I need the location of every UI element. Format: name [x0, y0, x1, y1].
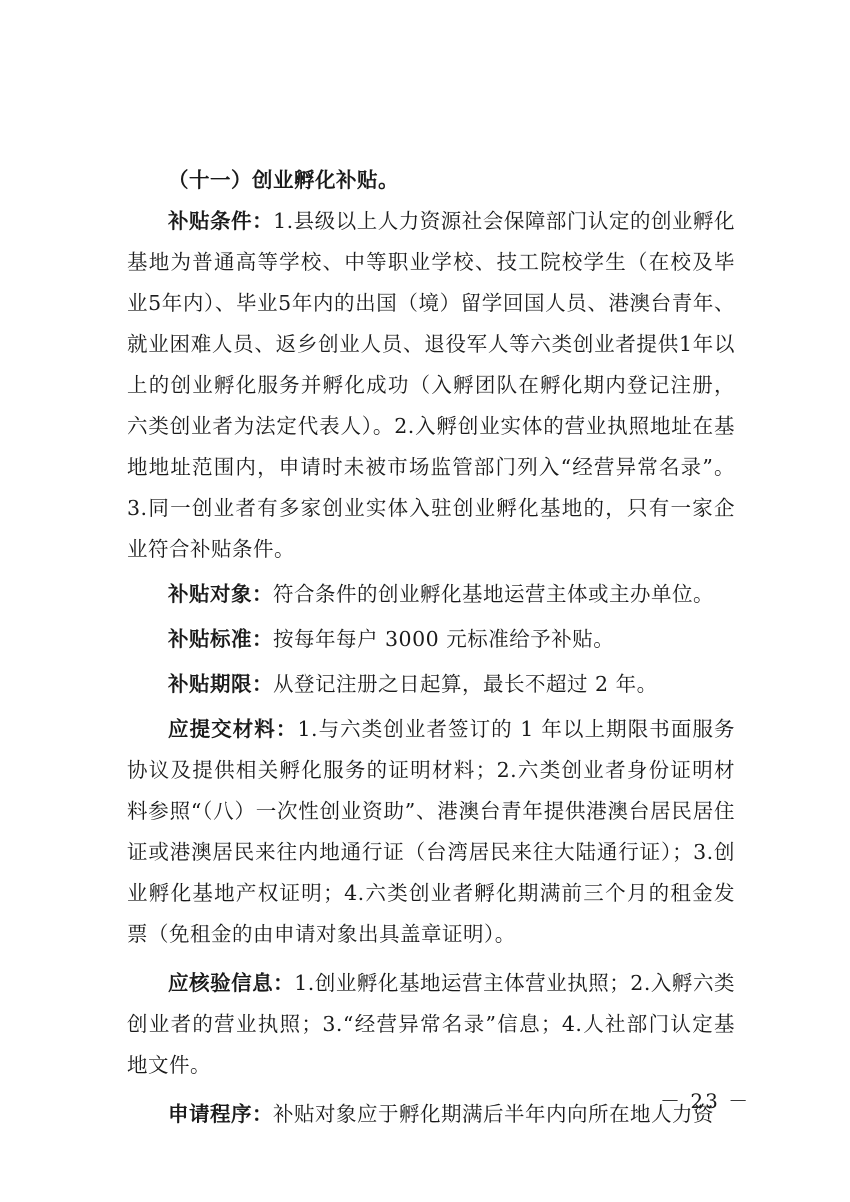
paragraph-materials: [127, 709, 735, 955]
procedure-text: 补贴对象应于孵化期满后半年内向所在地人力资: [273, 1102, 714, 1126]
paragraph-target: [127, 574, 735, 615]
period-text: 从登记注册之日起算，最长不超过 2 年。: [273, 672, 658, 696]
paragraph-verification: [127, 963, 735, 1086]
conditions-label: 补贴条件：: [168, 209, 274, 233]
target-label: 补贴对象：: [168, 582, 273, 606]
standard-label: 补贴标准：: [168, 627, 273, 651]
verification-text: 1.创业孵化基地运营主体营业执照；2.入孵六类创业者的营业执照；3.“经营异常名录”信息；4.人社部门认定基地文件。: [127, 971, 736, 1077]
target-text: 符合条件的创业孵化基地运营主体或主办单位。: [273, 582, 714, 606]
standard-text: 按每年每户 3000 元标准给予补贴。: [273, 627, 615, 651]
paragraph-period: [127, 664, 735, 705]
paragraph-procedure: [127, 1094, 735, 1135]
paragraph-standard: [127, 619, 735, 660]
section-heading: [127, 160, 735, 201]
procedure-label: 申请程序：: [168, 1102, 273, 1126]
verification-label: 应核验信息：: [168, 971, 295, 995]
document-body: [127, 160, 735, 1135]
period-label: 补贴期限：: [168, 672, 273, 696]
section-heading-text: （十一）创业孵化补贴。: [168, 168, 399, 192]
page-number: － 23 －: [660, 1089, 751, 1113]
conditions-text: 1.县级以上人力资源社会保障部门认定的创业孵化基地为普通高等学校、中等职业学校、技工院校学生（在校及毕业5年内）、毕业5年内的出国（境）留学回国人员、港澳台青年、就业困难人员、返乡创业人员、退役军人等六类创业者提供1年以上的创业孵化服务并孵化成功（入孵团队在孵化期内登记注册，六类创业者为法定代表人）。2.入孵创业实体的营业执照地址在基地地址范围内，申请时未被市场监管部门列入“经营异常名录”。3.同一创业者有多家创业实体入驻创业孵化基地的，只有一家企业符合补贴条件。: [127, 209, 736, 561]
materials-text: 1.与六类创业者签订的 1 年以上期限书面服务协议及提供相关孵化服务的证明材料；2.六类创业者身份证明材料参照“（八）一次性创业资助”、港澳台青年提供港澳台居民居住证或港澳居民来往内地通行证（台湾居民来往大陆通行证）；3.创业孵化基地产权证明；4.六类创业者孵化期满前三个月的租金发票（免租金的由申请对象出具盖章证明）。: [127, 717, 736, 946]
paragraph-conditions: [127, 201, 735, 570]
materials-label: 应提交材料：: [168, 717, 298, 741]
